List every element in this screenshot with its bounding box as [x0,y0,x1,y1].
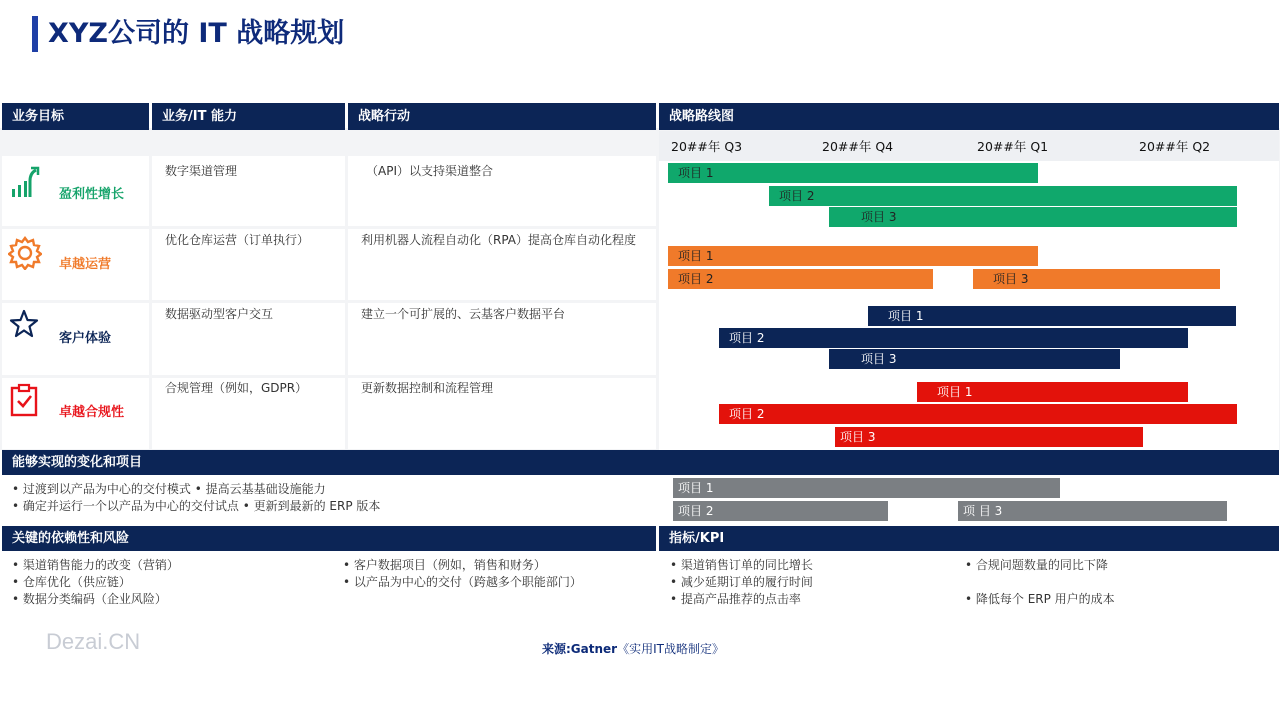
goal-label-operations: 卓越运营 [59,257,112,272]
changes-line-2: • 确定并运行一个以产品为中心的交付试点 • 更新到最新的 ERP 版本 [12,499,381,513]
roadmap-bar-navy-1: 项目 1 [868,306,1236,326]
header-changes: 能够实现的变化和项目 [2,450,1279,475]
kpi-item: • 减少延期订单的履行时间 [670,575,813,589]
kpi-item: • 合规问题数量的同比下降 [965,558,1108,572]
dependencies-right-list [343,557,582,591]
roadmap-bar-gray-2: 项目 2 [673,501,888,521]
header-kpi: 指标/KPI [659,526,1279,551]
capability-customer: 数据驱动型客户交互 [165,307,274,321]
roadmap-bar-navy-3: 项目 3 [829,349,1120,369]
star-icon [9,309,39,339]
roadmap-bar-orange-1: 项目 1 [668,246,1038,266]
roadmap-bar-orange-2: 项目 2 [668,269,933,289]
watermark: Dezai.CN [46,629,141,654]
action-compliance: 更新数据控制和流程管理 [361,381,494,395]
dependency-item: • 渠道销售能力的改变（营销） [12,558,179,572]
action-growth: （API）以支持渠道整合 [366,164,493,178]
dependency-item: • 数据分类编码（企业风险） [12,592,167,606]
roadmap-bar-red-2: 项目 2 [719,404,1237,424]
header-capability: 业务/IT 能力 [152,103,345,130]
gear-icon [8,236,42,270]
clipboard-check-icon [10,383,38,417]
quarter-q3: 20##年 Q3 [671,139,743,154]
dependency-item: • 客户数据项目（例如，销售和财务） [343,558,546,572]
kpi-item: • 提高产品推荐的点击率 [670,592,801,606]
goal-label-compliance: 卓越合规性 [59,405,125,420]
quarter-q2: 20##年 Q2 [1139,139,1211,154]
roadmap-bar-red-3: 项目 3 [835,427,1143,447]
dependency-item: • 以产品为中心的交付（跨越多个职能部门） [343,575,582,589]
roadmap-bar-green-1: 项目 1 [668,163,1038,183]
changes-line-1: • 过渡到以产品为中心的交付模式 • 提高云基基础设施能力 [12,482,326,496]
kpi-right-list [965,557,1115,608]
header-action: 战略行动 [348,103,656,130]
kpi-left-list [670,557,813,608]
dependency-item: • 仓库优化（供应链） [12,575,131,589]
growth-chart-icon [10,165,40,199]
roadmap-bar-gray-3: 项 目 3 [958,501,1227,521]
source-title: 《实用IT战略制定》 [617,642,724,656]
action-operations: 利用机器人流程自动化（RPA）提高仓库自动化程度 [361,233,637,247]
kpi-item: • 渠道销售订单的同比增长 [670,558,813,572]
title-accent-bar [32,16,38,52]
roadmap-bar-orange-3: 项目 3 [973,269,1220,289]
capability-operations: 优化仓库运营（订单执行） [165,233,310,247]
kpi-item: • 降低每个 ERP 用户的成本 [965,592,1115,606]
capability-compliance: 合规管理（例如，GDPR） [165,381,308,395]
header-roadmap: 战略路线图 [659,103,1279,130]
roadmap-bar-navy-2: 项目 2 [719,328,1188,348]
capability-growth: 数字渠道管理 [165,164,238,178]
roadmap-bar-green-3: 项目 3 [829,207,1237,227]
quarter-q1: 20##年 Q1 [977,139,1049,154]
header-goal: 业务目标 [2,103,149,130]
goal-label-customer: 客户体验 [59,331,112,346]
quarter-q4: 20##年 Q4 [822,139,894,154]
source-label: 来源:Gatner [542,642,618,656]
source-citation [542,640,724,657]
page-title: XYZ公司的 IT 战略规划 [48,18,345,49]
roadmap-bar-red-1: 项目 1 [917,382,1188,402]
header-dependencies: 关键的依赖性和风险 [2,526,656,551]
roadmap-bar-green-2: 项目 2 [769,186,1237,206]
action-customer: 建立一个可扩展的、云基客户数据平台 [361,307,566,321]
goal-label-growth: 盈利性增长 [59,187,125,202]
roadmap-bar-gray-1: 项目 1 [673,478,1060,498]
dependencies-left-list [12,557,179,608]
